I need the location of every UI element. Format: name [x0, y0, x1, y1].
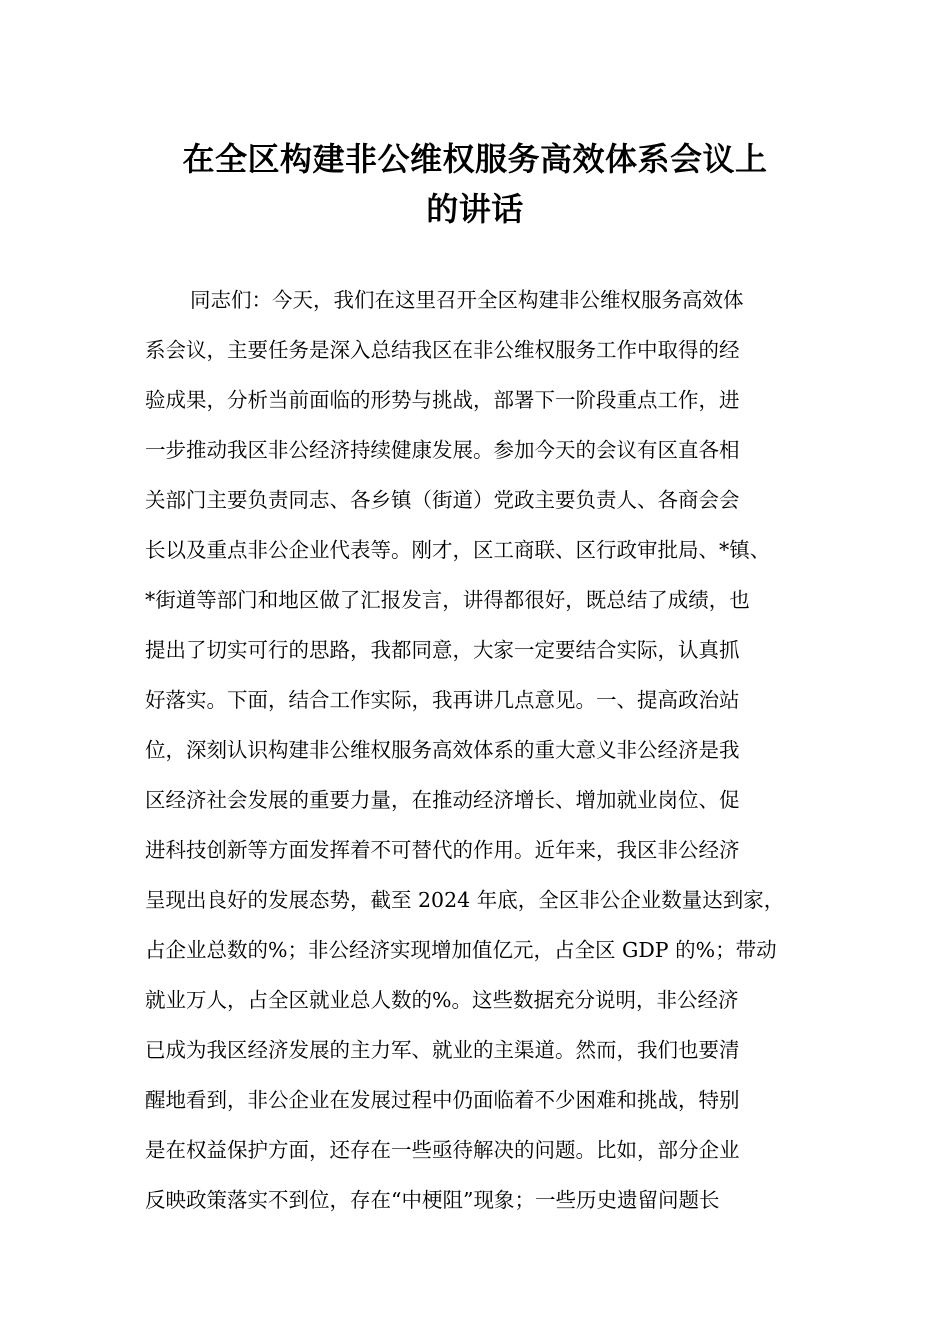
- body-line: 位，深刻认识构建非公维权服务高效体系的重大意义非公经济是我: [145, 738, 740, 762]
- body-line: 好落实。下面，结合工作实际，我再讲几点意见。一、提高政治站: [145, 688, 740, 712]
- body-line: 反映政策落实不到位，存在“中梗阻”现象；一些历史遗留问题长: [145, 1188, 720, 1212]
- body-line: 提出了切实可行的思路，我都同意，大家一定要结合实际，认真抓: [145, 638, 740, 662]
- document-title-line-2: 的讲话: [426, 190, 524, 228]
- body-line: 是在权益保护方面，还存在一些亟待解决的问题。比如，部分企业: [145, 1138, 740, 1162]
- body-line: 就业万人，占全区就业总人数的%。这些数据充分说明，非公经济: [145, 988, 739, 1012]
- body-line: 醒地看到，非公企业在发展过程中仍面临着不少困难和挑战，特别: [145, 1088, 740, 1112]
- body-line: 一步推动我区非公经济持续健康发展。参加今天的会议有区直各相: [145, 438, 740, 462]
- body-line: 系会议，主要任务是深入总结我区在非公维权服务工作中取得的经: [145, 338, 740, 362]
- body-line: *街道等部门和地区做了汇报发言，讲得都很好，既总结了成绩，也: [145, 588, 750, 612]
- document-title-line-1: 在全区构建非公维权服务高效体系会议上: [182, 140, 768, 178]
- body-line: 呈现出良好的发展态势，截至 2024 年底，全区非公企业数量达到家，: [145, 888, 785, 912]
- body-line: 同志们：今天，我们在这里召开全区构建非公维权服务高效体: [190, 288, 744, 312]
- body-line: 关部门主要负责同志、各乡镇（街道）党政主要负责人、各商会会: [145, 488, 740, 512]
- body-line: 占企业总数的%；非公经济实现增加值亿元，占全区 GDP 的%；带动: [145, 938, 777, 962]
- body-line: 进科技创新等方面发挥着不可替代的作用。近年来，我区非公经济: [145, 838, 740, 862]
- body-line: 验成果，分析当前面临的形势与挑战，部署下一阶段重点工作，进: [145, 388, 740, 412]
- body-line: 已成为我区经济发展的主力军、就业的主渠道。然而，我们也要清: [145, 1038, 740, 1062]
- body-line: 区经济社会发展的重要力量，在推动经济增长、增加就业岗位、促: [145, 788, 740, 812]
- body-line: 长以及重点非公企业代表等。刚才，区工商联、区行政审批局、*镇、: [145, 538, 771, 562]
